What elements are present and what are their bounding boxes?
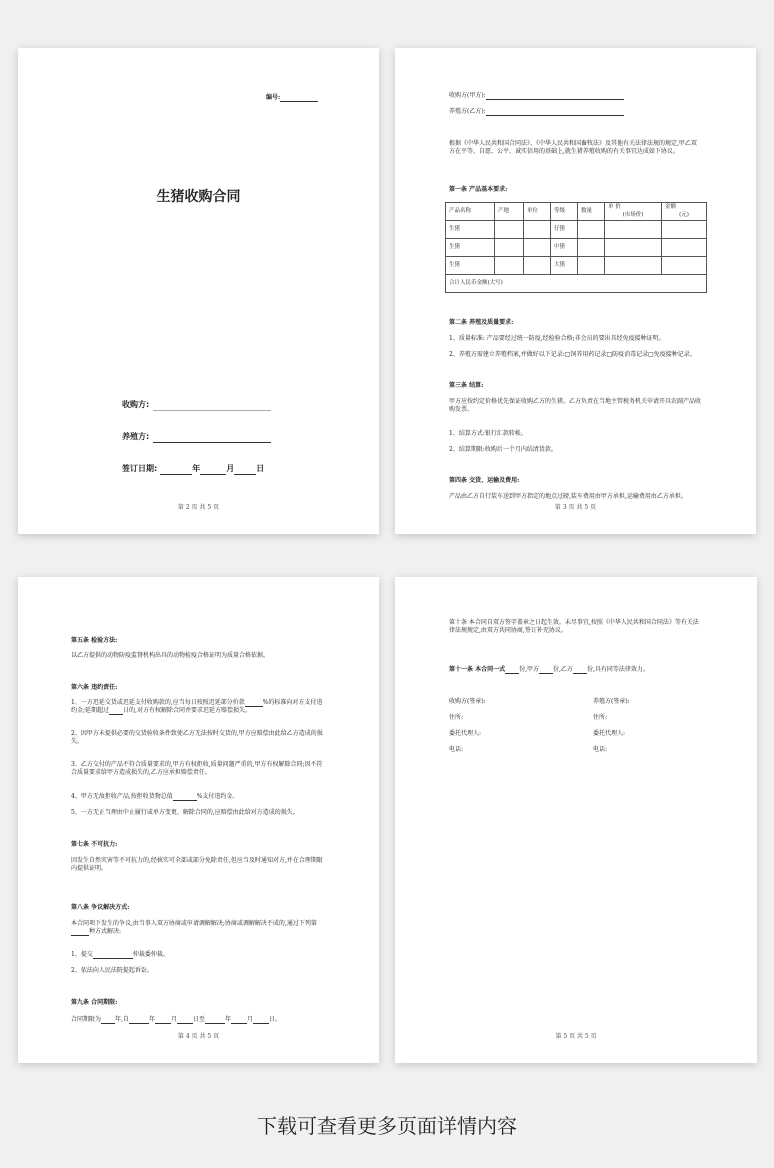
year-label: 年 xyxy=(192,464,201,473)
table-row xyxy=(446,257,707,275)
amount-header: 金额 xyxy=(665,204,677,211)
table-cell: 生猪 xyxy=(446,257,495,275)
download-caption: 下载可查看更多页面详情内容 xyxy=(257,1114,517,1138)
article-6-p3: 3、乙方交付的产品不符合质量要求的,甲方有权拒收,质量问题严重的,甲方有权解除合同;因不符合质量要求给甲方造成损失的,乙方应承担赔偿责任。 xyxy=(71,761,323,777)
article-9-title: 第九条 合同期限: xyxy=(71,999,118,1006)
article-6-p1: 1、一方迟延交货或迟延支付收购款的,应当每日按照迟延部分价款 %的标准向对方支付违约金;延期超过 日的,对方有权解除合同并要求迟延方赔偿损失。 xyxy=(71,699,323,715)
table-cell: 仔猪 xyxy=(551,221,578,239)
table-cell: 生猪 xyxy=(446,239,495,257)
party-b-blank xyxy=(486,115,624,116)
month-label: 月 xyxy=(226,464,235,473)
table-row xyxy=(446,239,707,257)
article-4-title: 第四条 交货、运输及费用: xyxy=(449,477,520,484)
article-7-p1: 因发生自然灾害等不可抗力的,经核实可全部或部分免除责任,但应当及时通知对方,并在合理期限内提供证明。 xyxy=(71,857,323,873)
article-9-p1: 合同期限为 年,自 年 月 日至 年 月 日。 xyxy=(71,1016,282,1023)
article-11: 第十一条 本合同一式 份,甲方 份,乙方 份,具有同等法律效力。 xyxy=(449,666,649,673)
month-blank xyxy=(200,474,226,475)
table-header: 产品名称 xyxy=(446,203,495,221)
page-terms-1 xyxy=(395,48,756,534)
party-b-label: 养殖方(乙方): xyxy=(449,108,486,115)
day-blank xyxy=(234,474,256,475)
article-6-title: 第六条 违约责任: xyxy=(71,684,118,691)
article-2-p1: 1、质量标准: 产品要经过统一防疫,经检验合格;非会员的要出具经免疫接种证明。 xyxy=(449,335,665,342)
article-4-p1: 产品由乙方自行装车送到甲方指定的地点过磅,装车费用由甲方承担,运输费用由乙方承担。 xyxy=(449,493,687,500)
sign-left-3: 委托代理人: xyxy=(449,730,482,737)
party-b-line xyxy=(449,108,624,116)
sign-right-4: 电话: xyxy=(593,746,608,753)
serial-number-line xyxy=(266,94,318,102)
date-label: 签订日期: xyxy=(122,464,158,473)
serial-blank xyxy=(280,101,318,102)
amount-sub-header: (元) xyxy=(679,211,689,218)
table-header-price xyxy=(605,203,662,221)
sign-right-1: 养殖方(签章): xyxy=(593,698,630,705)
farmer-blank xyxy=(153,442,271,443)
page-footer: 第 5 页 共 5 页 xyxy=(555,1032,597,1040)
refuse-rate-blank xyxy=(173,800,197,801)
sign-left-1: 收购方(签章): xyxy=(449,698,486,705)
table-header: 产地 xyxy=(495,203,524,221)
sign-left-4: 电话: xyxy=(449,746,464,753)
page-footer: 第 4 页 共 5 页 xyxy=(177,1032,220,1040)
buyer-label: 收购方: xyxy=(122,400,150,409)
table-header-amount xyxy=(662,203,707,221)
serial-label: 编号: xyxy=(266,94,281,101)
day-label: 日 xyxy=(256,464,265,473)
sign-right-3: 委托代理人: xyxy=(593,730,626,737)
party-a-line xyxy=(449,92,624,100)
article-3-p3: 2、结算期限:收购后一个月内结清货款。 xyxy=(449,446,557,453)
article-1-title: 第一条 产品基本要求: xyxy=(449,186,508,193)
page-footer: 第 2 页 共 5 页 xyxy=(177,503,220,511)
table-row xyxy=(446,221,707,239)
intro-paragraph: 根据《中华人民共和国合同法》、《中华人民共和国畜牧法》及其他有关法律法规的规定,甲乙双方在平等、自愿、公平、诚实信用的基础上,就生猪养殖收购的有关事宜达成如下协议。 xyxy=(449,140,697,156)
price-sub-header: (市场价) xyxy=(622,211,644,218)
table-cell: 中猪 xyxy=(551,239,578,257)
buyer-line xyxy=(122,400,271,411)
sign-right-2: 住所: xyxy=(593,714,608,721)
table-cell: 大猪 xyxy=(551,257,578,275)
party-a-label: 收购方(甲方): xyxy=(449,92,486,99)
year-blank xyxy=(160,474,192,475)
article-2-title: 第二条 养殖及质量要求: xyxy=(449,319,514,326)
article-8-p1: 本合同项下发生的争议,由当事人双方协商或申请调解解决;协商或调解解决不成的,通过下列第种方式解决: xyxy=(71,920,317,936)
farmer-label: 养殖方: xyxy=(122,432,150,441)
article-3-p2: 1、结算方式:银行汇款转帐。 xyxy=(449,430,527,437)
table-header: 单位 xyxy=(524,203,551,221)
article-3-title: 第三条 结算: xyxy=(449,382,484,389)
product-table xyxy=(445,202,707,293)
article-7-title: 第七条 不可抗力: xyxy=(71,841,118,848)
table-header: 数量 xyxy=(578,203,605,221)
table-header: 等级 xyxy=(551,203,578,221)
sign-left-2: 住所: xyxy=(449,714,464,721)
article-3-p1: 甲方应按约定价格优先保证收购乙方的生猪。乙方负责在当地主管税务机关申请开具农副产品收购发票。 xyxy=(449,398,702,414)
table-total-cell: 合计人民币金额(大写) xyxy=(446,275,707,293)
table-header-row xyxy=(446,203,707,221)
article-6-p4: 4、甲方无故拒收产品,按拒收货物总值 %支付违约金。 xyxy=(71,793,239,800)
article-8-title: 第八条 争议解决方式: xyxy=(71,904,130,911)
buyer-blank xyxy=(153,410,271,411)
article-2-p2: 2、养殖方需建立养殖档案,并做好以下记录:□饲养用药记录□防疫消毒记录□免疫接种记录。 xyxy=(449,351,696,358)
table-cell: 生猪 xyxy=(446,221,495,239)
sign-date-line xyxy=(122,464,264,475)
page-footer: 第 3 页 共 5 页 xyxy=(554,503,597,511)
page-signatures xyxy=(395,577,757,1063)
arbitration-blank xyxy=(93,958,133,959)
farmer-line xyxy=(122,432,271,443)
article-6-p2: 2、因甲方未提供必要的交货验收条件致使乙方无法按时交货的,甲方应赔偿由此给乙方造成的损失。 xyxy=(71,730,323,746)
page-terms-2 xyxy=(18,577,379,1063)
price-header: 单 价 xyxy=(608,204,621,211)
days-blank xyxy=(109,714,123,715)
table-total-row xyxy=(446,275,707,293)
article-5-p1: 以乙方提供的动物防疫监督机构出具的动物检疫合格证明为质量合格依据。 xyxy=(71,652,270,659)
article-8-p2: 1、提交 仲裁委仲裁。 xyxy=(71,951,169,958)
contract-title: 生猪收购合同 xyxy=(156,189,241,205)
article-10: 第十条 本合同自双方签字盖章之日起生效。未尽事宜,按照《中华人民共和国合同法》等有关法律法规规定,由双方共同协商,签订补充协议。 xyxy=(449,619,699,635)
party-a-blank xyxy=(486,99,624,100)
method-blank xyxy=(71,935,89,936)
article-6-p5: 5、一方无正当理由中止履行或单方变更、解除合同的,应赔偿由此给对方造成的损失。 xyxy=(71,809,299,816)
page-cover xyxy=(18,48,379,534)
article-5-title: 第五条 检验方法: xyxy=(71,637,118,644)
article-8-p3: 2、依法向人民法院提起诉讼。 xyxy=(71,967,153,974)
